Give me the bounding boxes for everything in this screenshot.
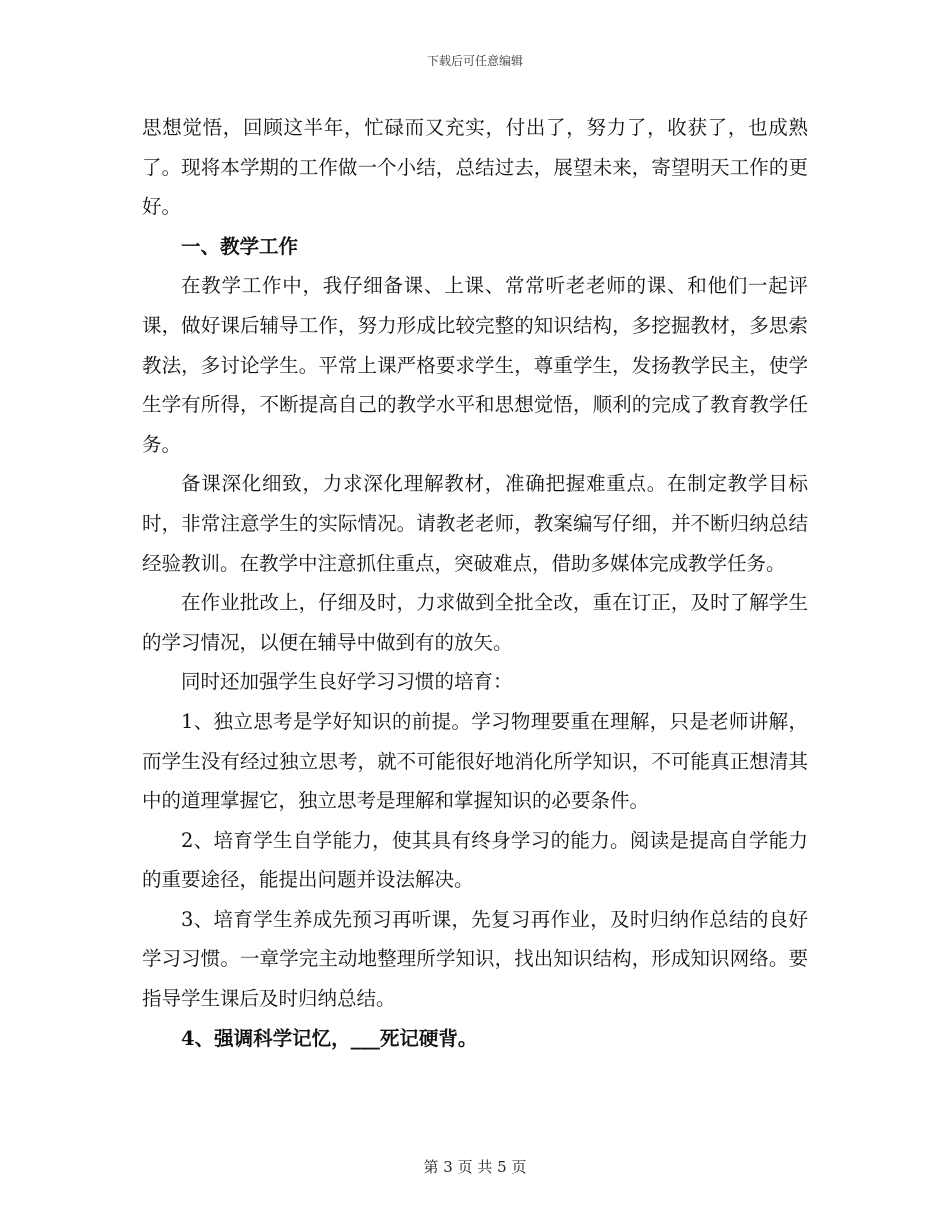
page-header: 下载后可任意编辑 bbox=[426, 54, 523, 68]
list-item-2: 2、培育学生自学能力，使其具有终身学习的能力。阅读是提高自学能力的重要途径，能提出问题并设法解决。 bbox=[142, 828, 808, 892]
list-item-4-bold: 4、强调科学记忆，___死记硬背。 bbox=[181, 1026, 478, 1050]
list-item-3: 3、培育学生养成先预习再听课，先复习再作业，及时归纳作总结的良好学习习惯。一章学完主动地整理所学知识，找出知识结构，形成知识网络。要指导学生课后及时归纳总结。 bbox=[142, 907, 808, 1011]
document-body bbox=[142, 108, 808, 1058]
paragraph-homework: 在作业批改上，仔细及时，力求做到全批全改，重在订正，及时了解学生的学习情况，以便在辅导中做到有的放矢。 bbox=[142, 591, 808, 654]
paragraph-intro: 思想觉悟，回顾这半年，忙碌而又充实，付出了，努力了，收获了，也成熟了。现将本学期的工作做一个小结，总结过去，展望未来，寄望明天工作的更好。 bbox=[142, 116, 808, 219]
page-footer: 第 3 页 共 5 页 bbox=[423, 1158, 527, 1176]
paragraph-habits-intro: 同时还加强学生良好学习习惯的培育： bbox=[181, 670, 513, 694]
paragraph-lesson-prep: 备课深化细致，力求深化理解教材，准确把握难重点。在制定教学目标时，非常注意学生的实际情况。请教老老师，教案编写仔细，并不断归纳总结经验教训。在教学中注意抓住重点，突破难点，借助多媒体完成教学任务。 bbox=[142, 472, 808, 575]
section-heading-teaching: 一、教学工作 bbox=[181, 234, 299, 258]
list-item-1: 1、独立思考是学好知识的前提。学习物理要重在理解，只是老师讲解，而学生没有经过独立思考，就不可能很好地消化所学知识，不可能真正想清其中的道理掌握它，独立思考是理解和掌握知识的必要条件。 bbox=[142, 709, 808, 813]
paragraph-teaching: 在教学工作中，我仔细备课、上课、常常听老老师的课、和他们一起评课，做好课后辅导工作，努力形成比较完整的知识结构，多挖掘教材，多思索教法，多讨论学生。平常上课严格要求学生，尊重学生，发扬教学民主，使学生学有所得，不断提高自己的教学水平和思想觉悟，顺利的完成了教育教学任务。 bbox=[142, 274, 808, 456]
